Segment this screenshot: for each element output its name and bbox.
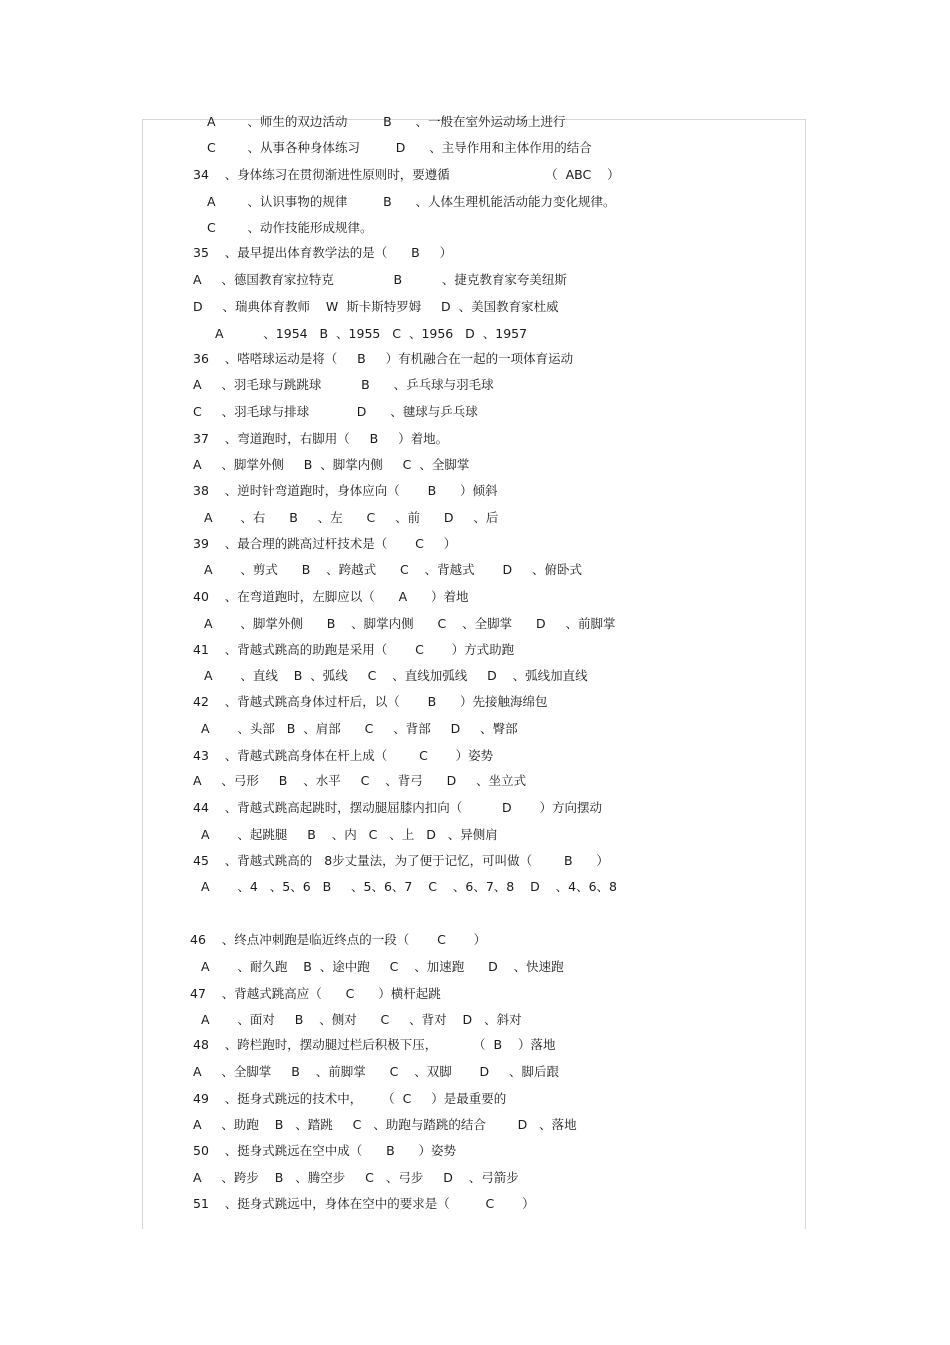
question-line: 34 、身体练习在贯彻渐进性原则时，要遵循 （ ABC ） xyxy=(193,167,620,182)
question-line: 48 、跨栏跑时，摆动腿过栏后积极下压， （ B ）落地 xyxy=(193,1037,556,1052)
option-line: C 、羽毛球与排球 D 、毽球与乒乓球 xyxy=(193,404,478,419)
option-line: C 、动作技能形成规律。 xyxy=(207,220,373,235)
option-line: A 、认识事物的规律 B 、人体生理机能活动能力变化规律。 xyxy=(207,194,616,209)
question-line: 46 、终点冲刺跑是临近终点的一段（ C ） xyxy=(190,932,487,947)
question-line: 51 、挺身式跳远中，身体在空中的要求是（ C ） xyxy=(193,1196,535,1211)
option-line: A 、羽毛球与跳跳球 B 、乒乓球与羽毛球 xyxy=(193,377,494,392)
question-line: 38 、逆时针弯道跑时，身体应向（ B ）倾斜 xyxy=(193,483,498,498)
option-line: A 、全脚掌 B 、前脚掌 C 、双脚 D 、脚后跟 xyxy=(193,1064,560,1079)
option-line: A 、助跑 B 、踏跳 C 、助跑与踏跳的结合 D 、落地 xyxy=(193,1117,577,1132)
question-line: 49 、挺身式跳远的技术中， （ C ）是最重要的 xyxy=(193,1091,507,1106)
question-line: 50 、挺身式跳远在空中成（ B ）姿势 xyxy=(193,1143,457,1158)
option-line: A 、4 、5、6 B 、5、6、7 C 、6、7、8 D 、4、6、8 xyxy=(201,879,618,894)
question-line: 47 、背越式跳高应（ C ）横杆起跳 xyxy=(190,986,441,1001)
question-line: 37 、弯道跑时，右脚用（ B ）着地。 xyxy=(193,431,449,446)
option-line: A 、右 B 、左 C 、前 D 、后 xyxy=(204,510,499,525)
option-line: A 、耐久跑 B 、途中跑 C 、加速跑 D 、快速跑 xyxy=(201,959,564,974)
option-line: A 、脚掌外侧 B 、脚掌内侧 C 、全脚掌 xyxy=(193,457,470,472)
option-line: A 、弓形 B 、水平 C 、背弓 D 、坐立式 xyxy=(193,773,527,788)
question-line: 36 、嗒嗒球运动是将（ B ）有机融合在一起的一项体育运动 xyxy=(193,351,574,366)
option-line: A 、头部 B 、肩部 C 、背部 D 、臀部 xyxy=(201,721,518,736)
question-line: 39 、最合理的跳高过杆技术是（ C ） xyxy=(193,536,457,551)
option-line: A 、脚掌外侧 B 、脚掌内侧 C 、全脚掌 D 、前脚掌 xyxy=(204,616,616,631)
question-line: 40 、在弯道跑时，左脚应以（ A ）着地 xyxy=(193,589,469,604)
question-line: 35 、最早提出体育教学法的是（ B ） xyxy=(193,245,453,260)
option-line: A 、师生的双边活动 B 、一般在室外运动场上进行 xyxy=(207,114,566,129)
option-line: D 、瑞典体育教师 W 斯卡斯特罗姆 D 、美国教育家杜威 xyxy=(193,299,559,314)
option-line: C 、从事各种身体练习 D 、主导作用和主体作用的结合 xyxy=(207,140,592,155)
question-line: 42 、背越式跳高身体过杆后，以（ B ）先接触海绵包 xyxy=(193,694,548,709)
option-line: A 、1954 B 、1955 C 、1956 D 、1957 xyxy=(215,326,528,341)
option-line: A 、起跳腿 B 、内 C 、上 D 、异侧肩 xyxy=(201,827,498,842)
question-line: 44 、背越式跳高起跳时，摆动腿屈膝内扣向（ D ）方向摆动 xyxy=(193,800,602,815)
option-line: A 、跨步 B 、腾空步 C 、弓步 D 、弓箭步 xyxy=(193,1170,519,1185)
question-line: 43 、背越式跳高身体在杆上成（ C ）姿势 xyxy=(193,748,494,763)
option-line: A 、面对 B 、侧对 C 、背对 D 、斜对 xyxy=(201,1012,522,1027)
option-line: A 、德国教育家拉特克 B 、捷克教育家夸美纽斯 xyxy=(193,272,567,287)
option-line: A 、剪式 B 、跨越式 C 、背越式 D 、俯卧式 xyxy=(204,562,582,577)
question-line: 45 、背越式跳高的 8步丈量法，为了便于记忆，可叫做（ B ） xyxy=(193,853,609,868)
question-line: 41 、背越式跳高的助跑是采用（ C ）方式助跑 xyxy=(193,642,515,657)
option-line: A 、直线 B 、弧线 C 、直线加弧线 D 、弧线加直线 xyxy=(204,668,588,683)
